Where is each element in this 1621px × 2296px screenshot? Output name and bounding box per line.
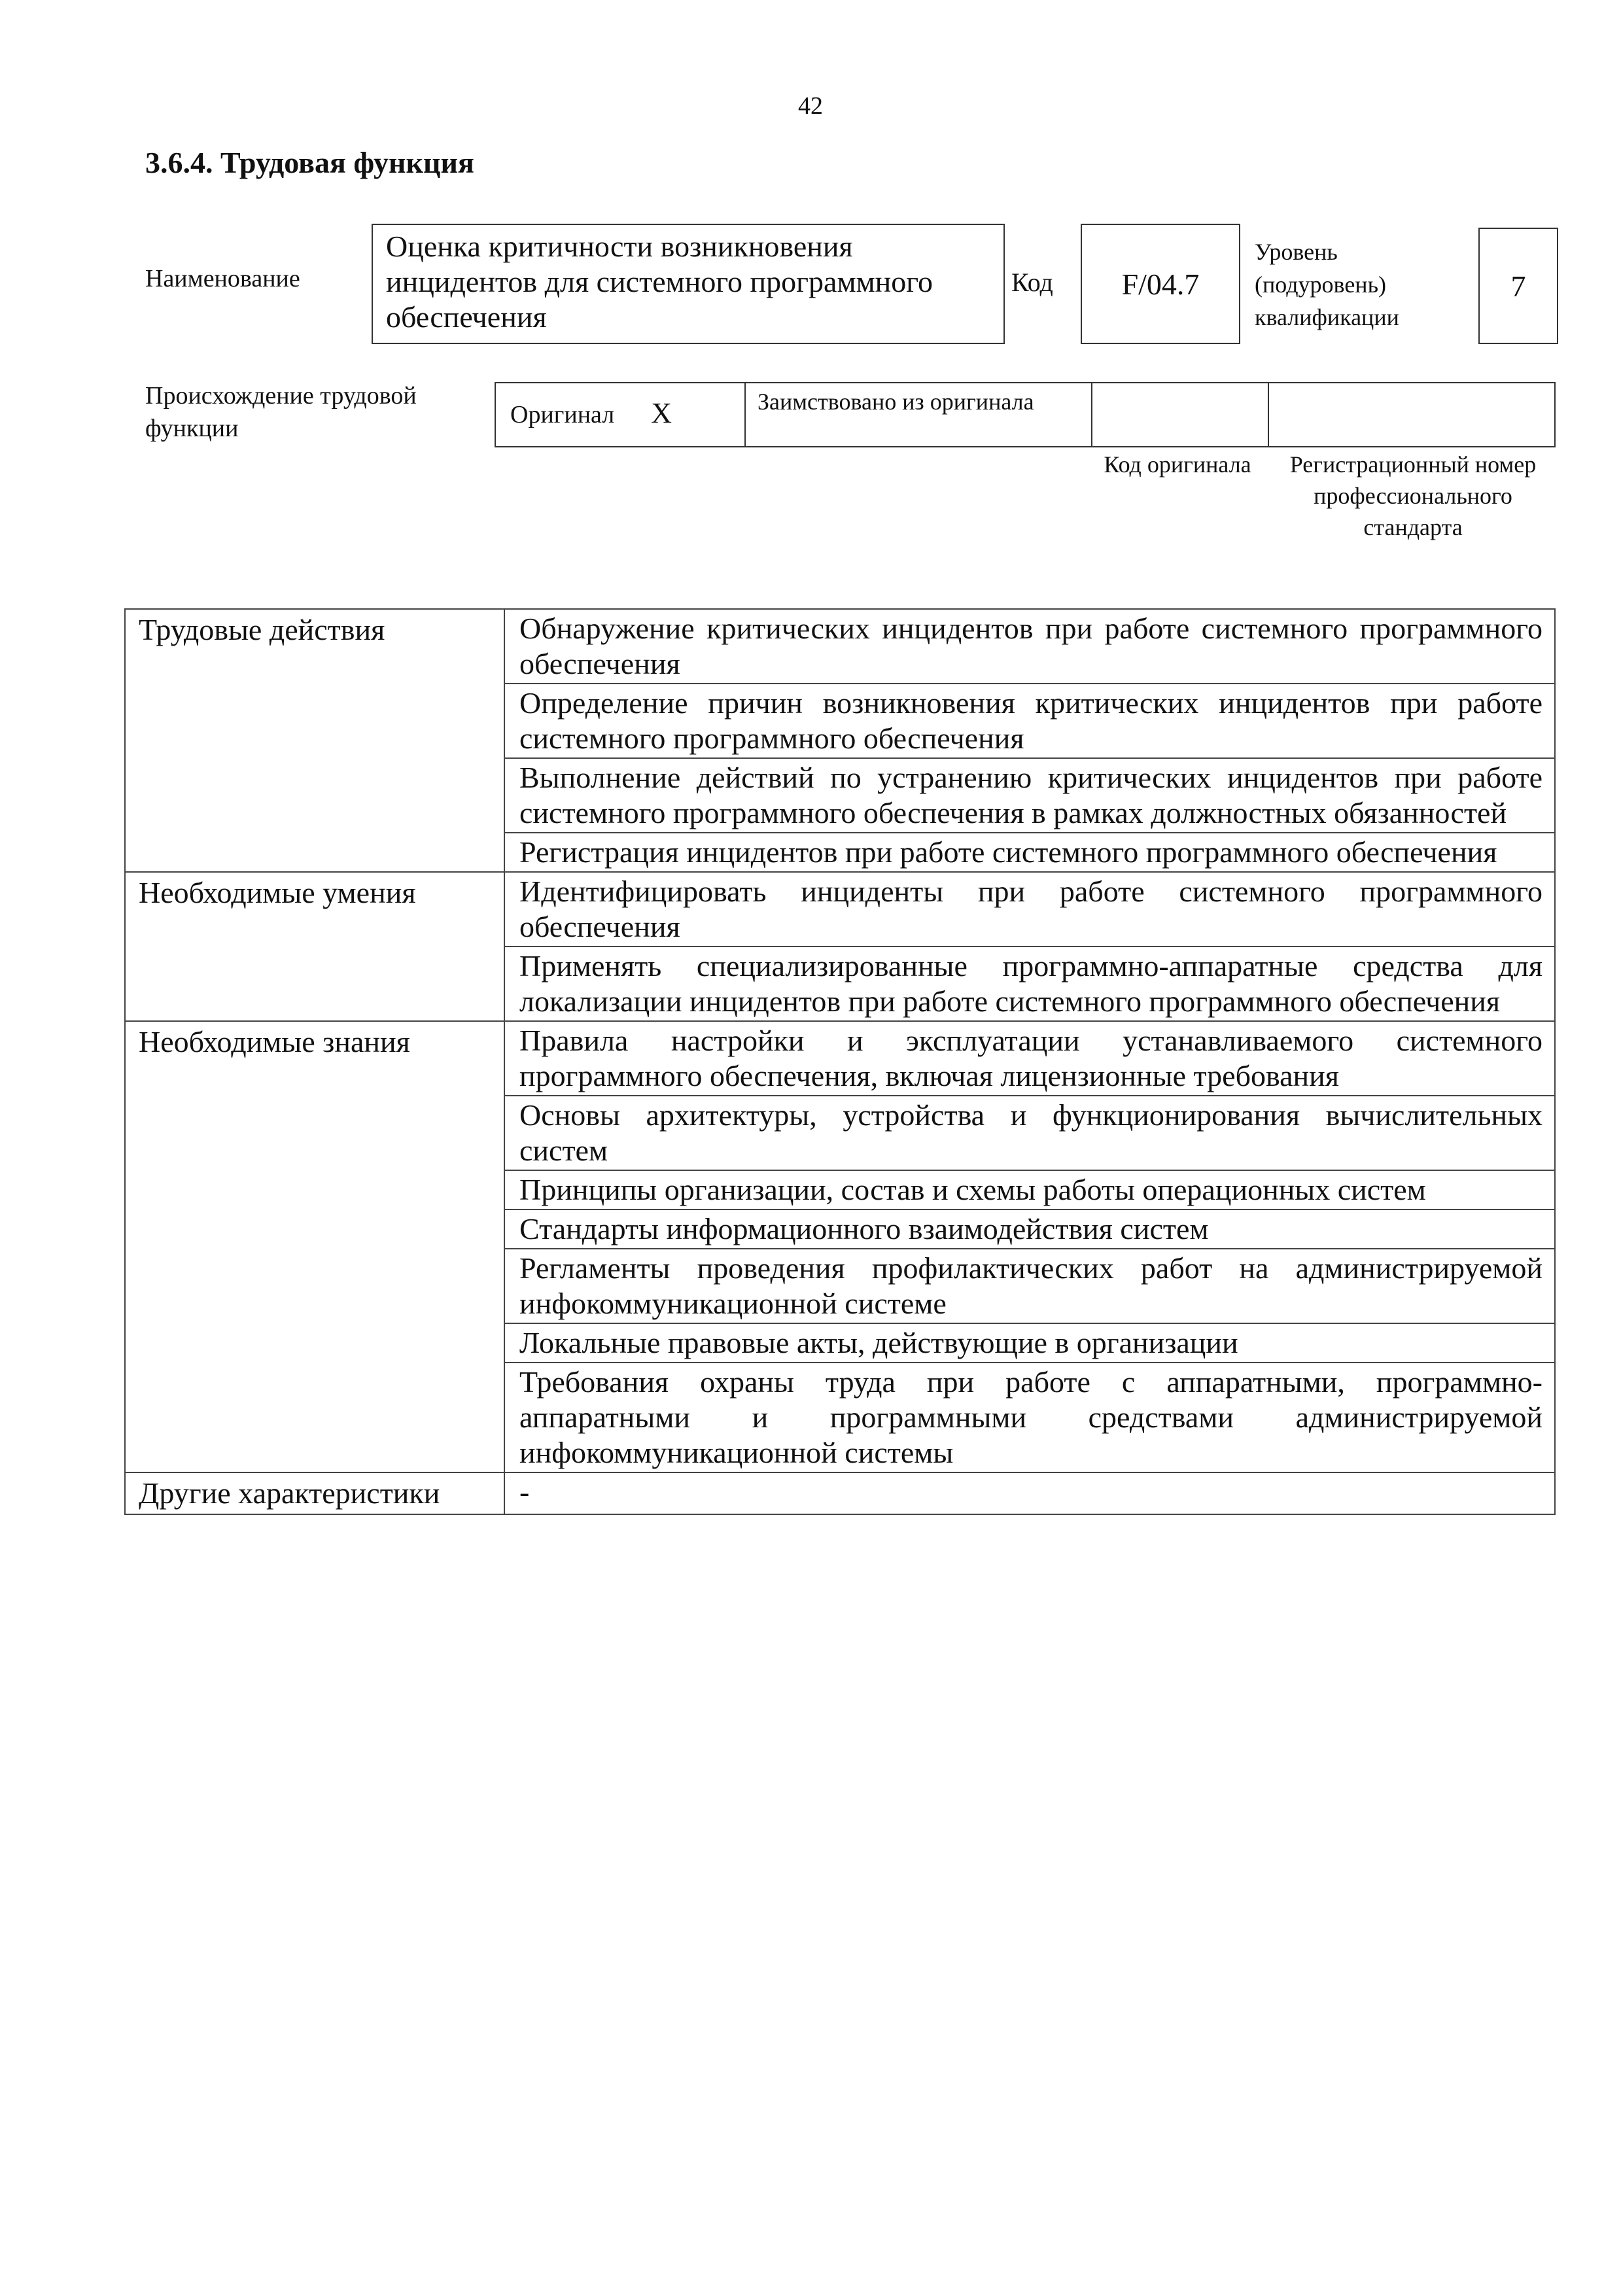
name-value: Оценка критичности возникновения инцидентов для системного программного обеспечения — [372, 224, 1005, 344]
original-mark: X — [651, 397, 672, 429]
code-label: Код — [1011, 268, 1053, 297]
section-item: Локальные правовые акты, действующие в организации — [504, 1323, 1555, 1363]
section-item: - — [504, 1472, 1555, 1514]
registration-number-cell — [1269, 383, 1557, 446]
section-item: Регистрация инцидентов при работе системного программного обеспечения — [504, 833, 1555, 872]
name-label: Наименование — [145, 265, 300, 292]
section-item: Требования охраны труда при работе с аппаратными, программно-аппаратными и программными средствами администрируемой инфокоммуникационной системы — [504, 1363, 1555, 1472]
section-item: Выполнение действий по устранению критических инцидентов при работе системного программного обеспечения в рамках должностных обязанностей — [504, 758, 1555, 833]
section-item: Определение причин возникновения критических инцидентов при работе системного программного обеспечения — [504, 684, 1555, 758]
registration-caption: Регистрационный номер профессионального стандарта — [1289, 451, 1537, 540]
section-item: Принципы организации, состав и схемы работы операционных систем — [504, 1170, 1555, 1209]
section-item: Применять специализированные программно-аппаратные средства для локализации инцидентов при работе системного программного обеспечения — [504, 947, 1555, 1021]
section-item: Основы архитектуры, устройства и функционирования вычислительных систем — [504, 1096, 1555, 1170]
table-row — [125, 1021, 1555, 1096]
section-item: Правила настройки и эксплуатации устанавливаемого системного программного обеспечения, включая лицензионные требования — [504, 1021, 1555, 1096]
origin-table — [495, 382, 1556, 447]
original-code-cell — [1092, 383, 1269, 446]
function-table — [124, 608, 1556, 1515]
code-caption: Код оригинала — [1104, 451, 1251, 478]
table-row — [125, 872, 1555, 947]
section-category: Трудовые действия — [125, 609, 504, 872]
origin-label: Происхождение трудовой функции — [145, 382, 417, 442]
section-title: 3.6.4. Трудовая функция — [145, 146, 474, 179]
section-category: Другие характеристики — [125, 1472, 504, 1514]
section-item: Обнаружение критических инцидентов при работе системного программного обеспечения — [504, 609, 1555, 684]
section-item: Идентифицировать инциденты при работе системного программного обеспечения — [504, 872, 1555, 947]
page-number: 42 — [798, 92, 823, 120]
level-label: Уровень (подуровень) квалификации — [1255, 239, 1399, 330]
level-value: 7 — [1478, 228, 1558, 344]
origin-original-cell — [496, 383, 746, 446]
table-row — [125, 609, 1555, 684]
section-item: Регламенты проведения профилактических работ на администрируемой инфокоммуникационной системе — [504, 1249, 1555, 1323]
code-value: F/04.7 — [1081, 224, 1240, 344]
section-category: Необходимые знания — [125, 1021, 504, 1472]
section-item: Стандарты информационного взаимодействия систем — [504, 1209, 1555, 1249]
original-label: Оригинал — [510, 401, 615, 428]
table-row — [125, 1472, 1555, 1514]
borrowed-label: Заимствовано из оригинала — [746, 383, 1092, 446]
section-category: Необходимые умения — [125, 872, 504, 1021]
